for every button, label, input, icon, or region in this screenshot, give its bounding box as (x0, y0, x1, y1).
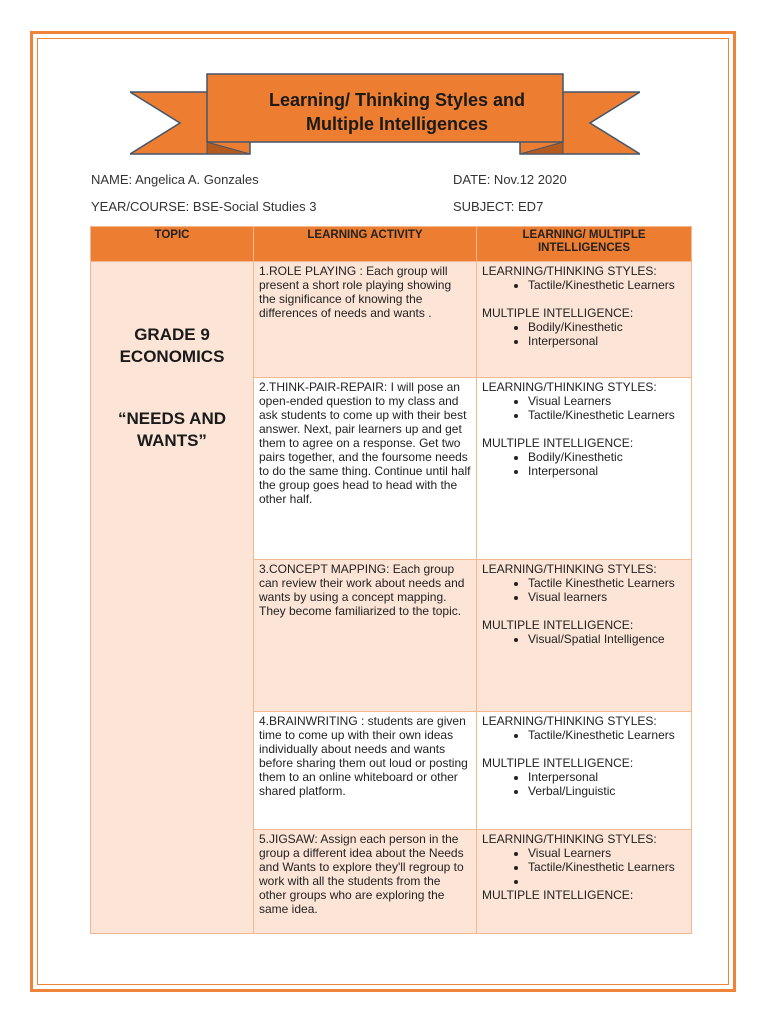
list-item: • Interpersonal (528, 770, 686, 784)
activity-cell: 4.BRAINWRITING : students are given time to come up with their own ideas individually about needs and wants before sharing them out loud or posting them to an online whiteboard or other shared platform. (254, 712, 477, 830)
year-course-field: YEAR/COURSE: BSE-Social Studies 3 (91, 199, 317, 214)
mi-label: MULTIPLE INTELLIGENCE: (482, 618, 634, 632)
activity-cell: 3.CONCEPT MAPPING: Each group can review their work about needs and wants by using a concept mapping. They become familiarized to the topic. (254, 560, 477, 712)
intelligence-cell (477, 560, 692, 712)
list-item: • Verbal/Linguistic (528, 784, 686, 798)
list-item: • Tactile Kinesthetic Learners (528, 576, 686, 590)
mi-label: MULTIPLE INTELLIGENCE: (482, 756, 634, 770)
topic-title-line-1: “NEEDS AND (118, 409, 226, 428)
mi-label: MULTIPLE INTELLIGENCE: (482, 306, 634, 320)
header-intelligences: LEARNING/ MULTIPLE INTELLIGENCES (477, 227, 692, 262)
list-item: • Tactile/Kinesthetic Learners (528, 860, 686, 874)
list-item: • Tactile/Kinesthetic Learners (528, 408, 686, 422)
list-item: • Interpersonal (528, 334, 686, 348)
topic-cell (91, 262, 254, 934)
title-line-1: Learning/ Thinking Styles and (268, 90, 526, 110)
list-item: • Visual/Spatial Intelligence (528, 632, 686, 646)
list-item: • Tactile/Kinesthetic Learners (528, 728, 686, 742)
list-item: • Visual Learners (528, 846, 686, 860)
table-row (91, 262, 692, 378)
styles-label: LEARNING/THINKING STYLES: (482, 562, 657, 576)
topic-title-line-2: WANTS” (137, 431, 207, 450)
intelligence-cell (477, 262, 692, 378)
styles-label: LEARNING/THINKING STYLES: (482, 832, 657, 846)
date-field: DATE: Nov.12 2020 (453, 172, 567, 187)
subject-field: SUBJECT: ED7 (453, 199, 544, 214)
styles-label: LEARNING/THINKING STYLES: (482, 714, 657, 728)
title-line-2: Multiple Intelligences (305, 114, 489, 134)
header-learning-activity: LEARNING ACTIVITY (254, 227, 477, 262)
intelligence-cell (477, 830, 692, 934)
student-name: NAME: Angelica A. Gonzales (91, 172, 259, 187)
topic-grade: GRADE 9 (134, 325, 210, 344)
styles-label: LEARNING/THINKING STYLES: (482, 264, 657, 278)
list-item: • Tactile/Kinesthetic Learners (528, 278, 686, 292)
list-item (528, 874, 686, 888)
table-header-row (91, 227, 692, 262)
mi-label: MULTIPLE INTELLIGENCE: (482, 888, 634, 902)
list-item: • Visual Learners (528, 394, 686, 408)
list-item: • Bodily/Kinesthetic (528, 320, 686, 334)
mi-label: MULTIPLE INTELLIGENCE: (482, 436, 634, 450)
list-item: • Interpersonal (528, 464, 686, 478)
page-title (207, 80, 587, 144)
intelligence-cell (477, 378, 692, 560)
activity-cell: 1.ROLE PLAYING : Each group will present a short role playing showing the significance of knowing the differences of needs and wants . (254, 262, 477, 378)
header-topic: TOPIC (91, 227, 254, 262)
activity-cell: 5.JIGSAW: Assign each person in the group a different idea about the Needs and Wants to explore they'll regroup to work with all the students from the other groups who are exploring the same idea. (254, 830, 477, 934)
list-item: • Visual learners (528, 590, 686, 604)
lesson-table (90, 226, 692, 934)
list-item: • Bodily/Kinesthetic (528, 450, 686, 464)
intelligence-cell (477, 712, 692, 830)
topic-subject: ECONOMICS (119, 347, 225, 366)
activity-cell: 2.THINK-PAIR-REPAIR: I will pose an open-ended question to my class and ask students to come up with their best answer. Next, pair learners up and get them to agree on a response. Get two pairs together, and the foursome needs to do the same thing. Continue until half the group goes head to head with the other half. (254, 378, 477, 560)
styles-label: LEARNING/THINKING STYLES: (482, 380, 657, 394)
